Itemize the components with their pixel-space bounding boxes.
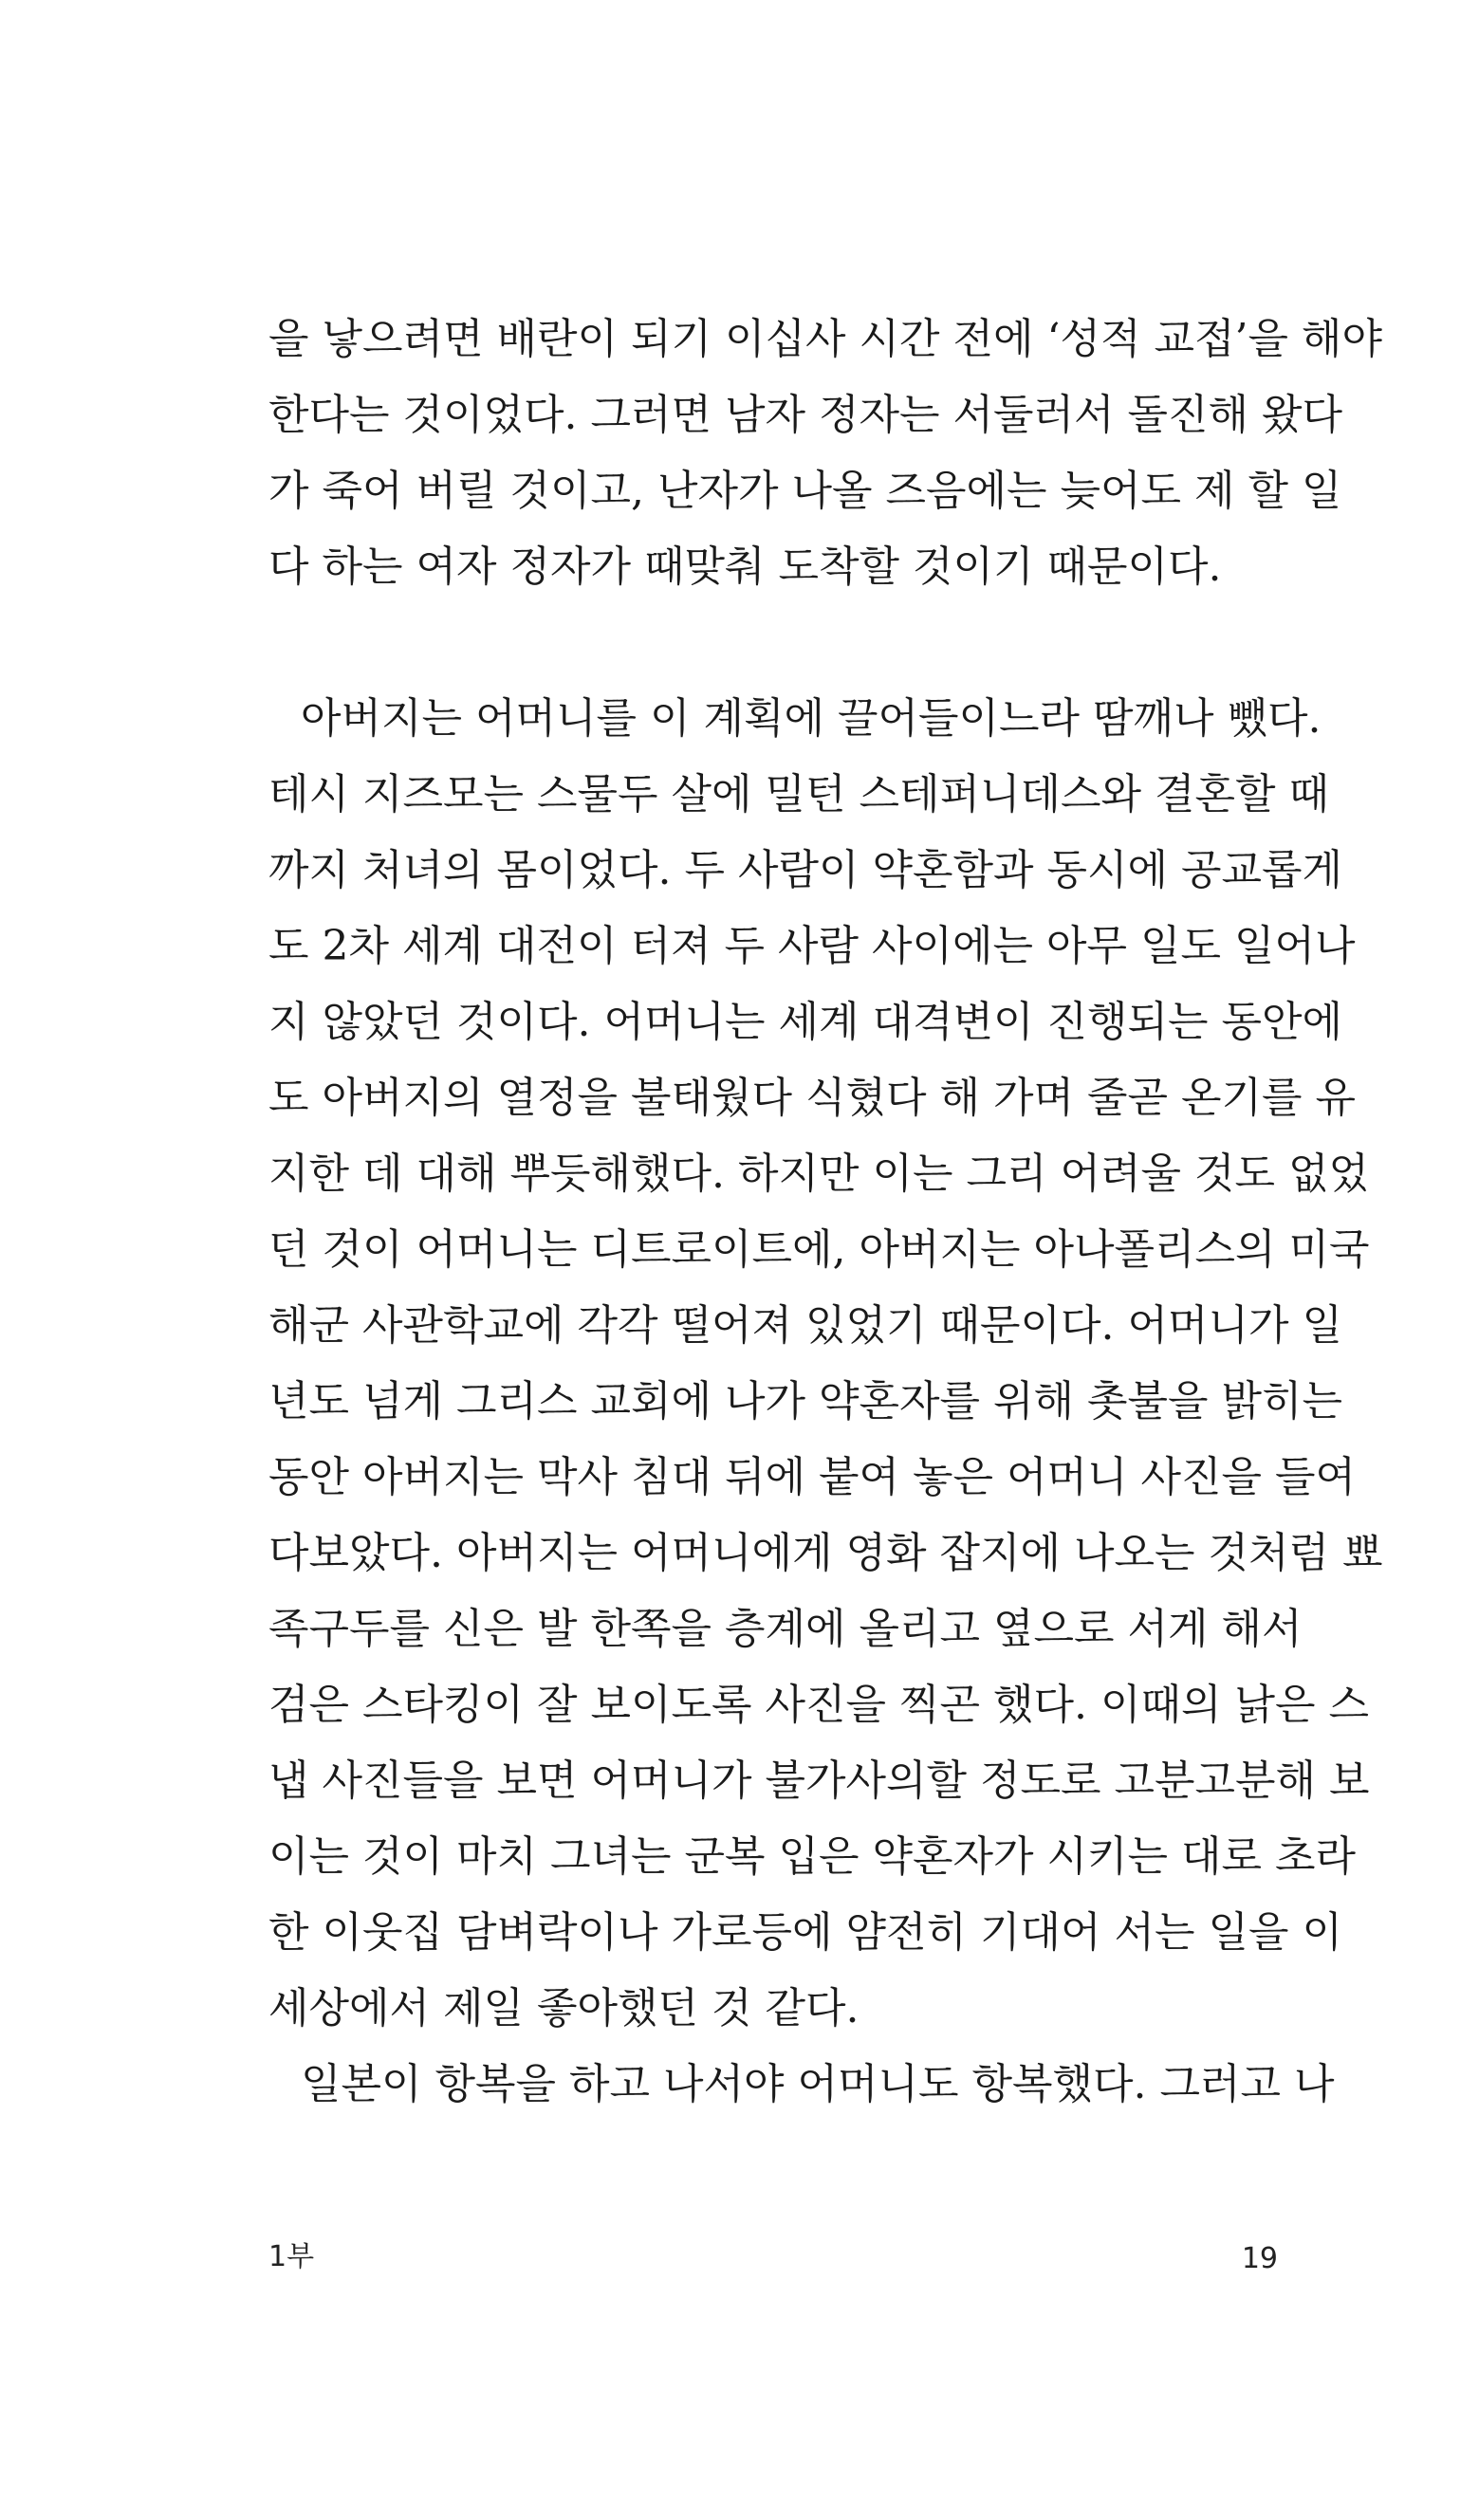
text-line: 검은 스타킹이 잘 보이도록 사진을 찍곤 했다. 이때의 낡은 스 — [268, 1681, 1369, 1729]
text-line: 도 2차 세계 대전이 터져 두 사람 사이에는 아무 일도 일어나 — [268, 922, 1356, 970]
text-line: 테시 지즈모는 스물두 살에 밀턴 스테퍼니데스와 결혼할 때 — [268, 770, 1329, 819]
text-line: 던 것이 어머니는 디트로이트에, 아버지는 아나폴리스의 미국 — [268, 1225, 1370, 1274]
text-line: 동안 아버지는 막사 침대 뒤에 붙여 놓은 어머니 사진을 들여 — [268, 1453, 1356, 1501]
text-line: 한 이웃집 담벼락이나 가로등에 얌전히 기대어 서는 일을 이 — [268, 1908, 1342, 1957]
text-line: 가 죽어 버릴 것이고, 난자가 나올 즈음에는 늦어도 제 할 일 — [268, 467, 1342, 515]
section-label: 1부 — [268, 2240, 315, 2273]
text-line: 년도 넘게 그리스 교회에 나가 약혼자를 위해 촛불을 밝히는 — [268, 1377, 1342, 1426]
text-line: 을 낳으려면 배란이 되기 이십사 시간 전에 ‘성적 교접’을 해야 — [268, 315, 1382, 363]
text-line: 까지 처녀의 몸이었다. 두 사람이 약혼함과 동시에 공교롭게 — [268, 846, 1342, 894]
text-line: 아버지는 어머니를 이 계획에 끌어들이느라 땀깨나 뺐다. — [301, 694, 1322, 743]
text-line: 족구두를 신은 발 한쪽을 층계에 올리고 옆으로 서게 해서 — [268, 1605, 1303, 1653]
text-line: 세상에서 제일 좋아했던 것 같다. — [268, 1984, 860, 2033]
page-number: 19 — [1241, 2242, 1278, 2275]
text-line: 한다는 것이었다. 그러면 남자 정자는 서둘러서 돌진해 왔다 — [268, 391, 1342, 439]
text-line: 도 아버지의 열정을 불태웠다 식혔다 해 가며 줄곧 온기를 유 — [268, 1074, 1356, 1122]
text-line: 다보았다. 아버지는 어머니에게 영화 잡지에 나오는 것처럼 뾰 — [268, 1529, 1383, 1577]
text-line: 이는 것이 마치 그녀는 군복 입은 약혼자가 시키는 대로 초라 — [268, 1832, 1356, 1881]
text-line: 일본이 항복을 하고 나서야 어머니도 항복했다. 그러고 나 — [301, 2060, 1335, 2108]
text-line: 지 않았던 것이다. 어머니는 세계 대격변이 진행되는 동안에 — [268, 998, 1342, 1046]
text-line: 다 하는 여자 정자가 때맞춰 도착할 것이기 때문이다. — [268, 543, 1222, 591]
text-line: 지한 데 대해 뿌듯해했다. 하지만 이는 그리 어려울 것도 없었 — [268, 1150, 1369, 1198]
text-line: 해군 사관학교에 각각 떨어져 있었기 때문이다. 어머니가 일 — [268, 1301, 1342, 1350]
text-line: 냅 사진들을 보면 어머니가 불가사의할 정도로 고분고분해 보 — [268, 1757, 1370, 1805]
